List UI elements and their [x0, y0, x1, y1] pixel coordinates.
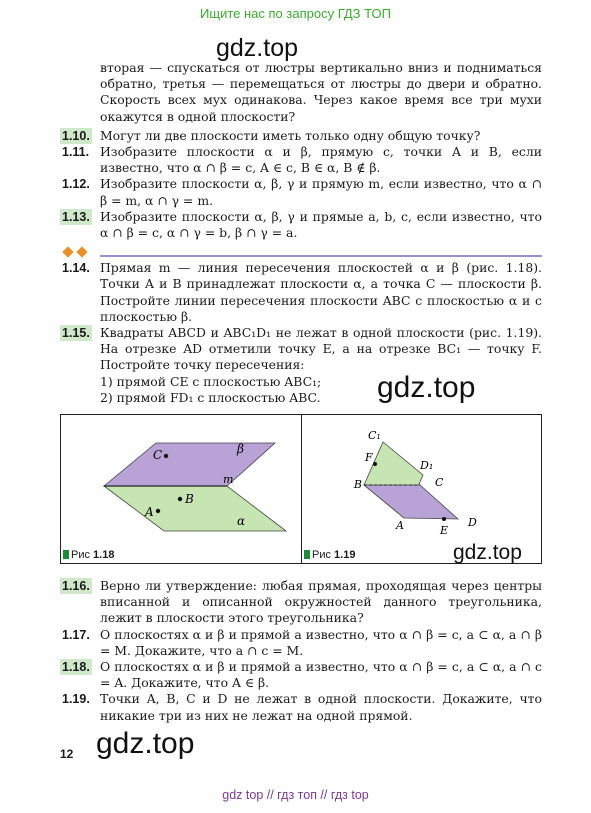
point-c — [164, 454, 168, 458]
label-c: C — [435, 476, 444, 489]
problem-text: О плоскостях α и β и прямой a известно, что α ∩ β = c, a ⊂ α, a ∩ β = M. Докажите, что a ∩ c = M. — [100, 626, 542, 658]
point-f — [373, 462, 377, 466]
problem-number: 1.16. — [62, 579, 90, 593]
separator-line — [100, 255, 542, 257]
problem-item — [60, 128, 542, 144]
point-b — [178, 497, 182, 501]
problem-text: Квадраты ABCD и ABC₁D₁ не лежат в одной плоскости (рис. 1.19). На отрезке AD отметили точку E, а на отрезке BC₁ — точку F. Постройте точку пересечения: — [100, 325, 542, 373]
caption-marker-icon — [63, 550, 69, 559]
label-a: A — [396, 519, 404, 532]
label-a: A — [145, 505, 154, 519]
problem-text: Точки A, B, C и D не лежат в одной плоскости. Докажите, что никакие три из них не лежат на одной прямой. — [100, 691, 542, 723]
problem-item — [60, 659, 542, 691]
problem-text: О плоскостях α и β и прямой a известно, что α ∩ β = c, a ⊂ α, a ∩ c = A. Докажите, что A ∈ β. — [100, 659, 542, 691]
caption-marker-icon — [304, 550, 310, 559]
problem-item — [60, 627, 542, 659]
problem-item — [60, 578, 542, 627]
problem-number: 1.15. — [62, 326, 90, 341]
problem-text: Изобразите плоскости α, β, γ и прямую m, если известно, что α ∩ β = m, α ∩ γ = m. — [100, 176, 542, 208]
problem-text: Изобразите плоскости α и β, прямую c, точки A и B, если известно, что α ∩ β = c, A ∈ c, B ∈ α, B ∉ β. — [100, 144, 542, 176]
plane-beta — [104, 443, 275, 486]
point-a — [156, 509, 160, 513]
square-abcd — [364, 485, 458, 519]
problem-list — [60, 578, 542, 724]
problem-text: 2) прямой FD₁ с плоскостью ABC. — [100, 389, 321, 405]
page-number: 12 — [60, 747, 74, 761]
figure-caption: Рис 1.19 — [304, 549, 355, 561]
problem-number: 1.13. — [62, 209, 90, 224]
plane-alpha — [104, 486, 286, 531]
problem-number: 1.19. — [62, 692, 90, 707]
watermark: gdz.top — [96, 727, 195, 760]
problem-number: 1.11. — [62, 145, 90, 160]
problem-number: 1.12. — [62, 177, 90, 192]
problem-text: Могут ли две плоскости иметь только одну общую точку? — [100, 127, 481, 143]
footer-links: gdz top // гдз топ // гдз top — [222, 788, 369, 802]
diamond-icon — [62, 247, 73, 258]
section-separator — [60, 244, 542, 260]
problem-item — [60, 209, 542, 241]
problem-number: 1.17. — [62, 627, 90, 642]
problem-number: 1.14. — [62, 261, 90, 276]
diamond-icon — [76, 247, 87, 258]
problem-text: Верно ли утверждение: любая прямая, проходящая через центры вписанной и описанной окружностей данного треугольника, лежит в плоскости этого треугольника? — [100, 578, 542, 626]
page-content-lower — [60, 578, 542, 724]
problem-number: 1.10. — [62, 128, 90, 143]
watermark: gdz.top — [453, 541, 522, 564]
problem-list — [60, 128, 542, 241]
page-content — [60, 60, 542, 406]
label-alpha: α — [237, 514, 246, 528]
label-m: m — [223, 473, 234, 486]
intro-paragraph: вторая — спускаться от люстры вертикально вниз и подниматься обратно, третья — перемещаться от люстры до двери и обратно. Скорость всех мух одинакова. Через какое время все три мухи окажутся в одной плоскости? — [100, 60, 542, 124]
label-d: D — [468, 516, 477, 529]
problem-text: 1) прямой CE с плоскостью ABC₁; — [100, 373, 322, 389]
label-b: B — [185, 492, 194, 506]
point-e — [442, 517, 446, 521]
label-b: B — [353, 478, 362, 491]
problem-text: Изобразите плоскости α, β, γ и прямые a, b, c, если известно, что α ∩ β = c, α ∩ γ = b, β ∩ γ = a. — [100, 208, 542, 241]
problem-item — [60, 260, 542, 325]
figure-caption: Рис 1.18 — [63, 549, 114, 561]
watermark: gdz.top — [377, 371, 476, 404]
label-beta: β — [237, 442, 244, 456]
figure-1-18 — [60, 414, 302, 564]
label-c1: C₁ — [368, 429, 381, 442]
planes-diagram — [61, 415, 301, 563]
top-banner: Ищите нас по запросу ГДЗ ТОП — [200, 6, 391, 21]
problem-item — [60, 144, 542, 176]
problem-text: Прямая m — линия пересечения плоскостей α и β (рис. 1.18). Точки A и B принадлежат плоскости α, а точка C — плоскости β. Постройте линии пересечения плоскости ABC с плоскостью α и с плоскостью β. — [100, 260, 542, 324]
watermark: gdz.top — [216, 34, 299, 62]
label-c: C — [153, 448, 163, 462]
label-d1: D₁ — [420, 459, 434, 472]
label-e: E — [440, 524, 449, 537]
problem-item — [60, 325, 542, 374]
problem-item — [60, 176, 542, 208]
problem-item — [60, 691, 542, 723]
problem-number: 1.18. — [62, 660, 90, 675]
label-f: F — [365, 451, 373, 464]
